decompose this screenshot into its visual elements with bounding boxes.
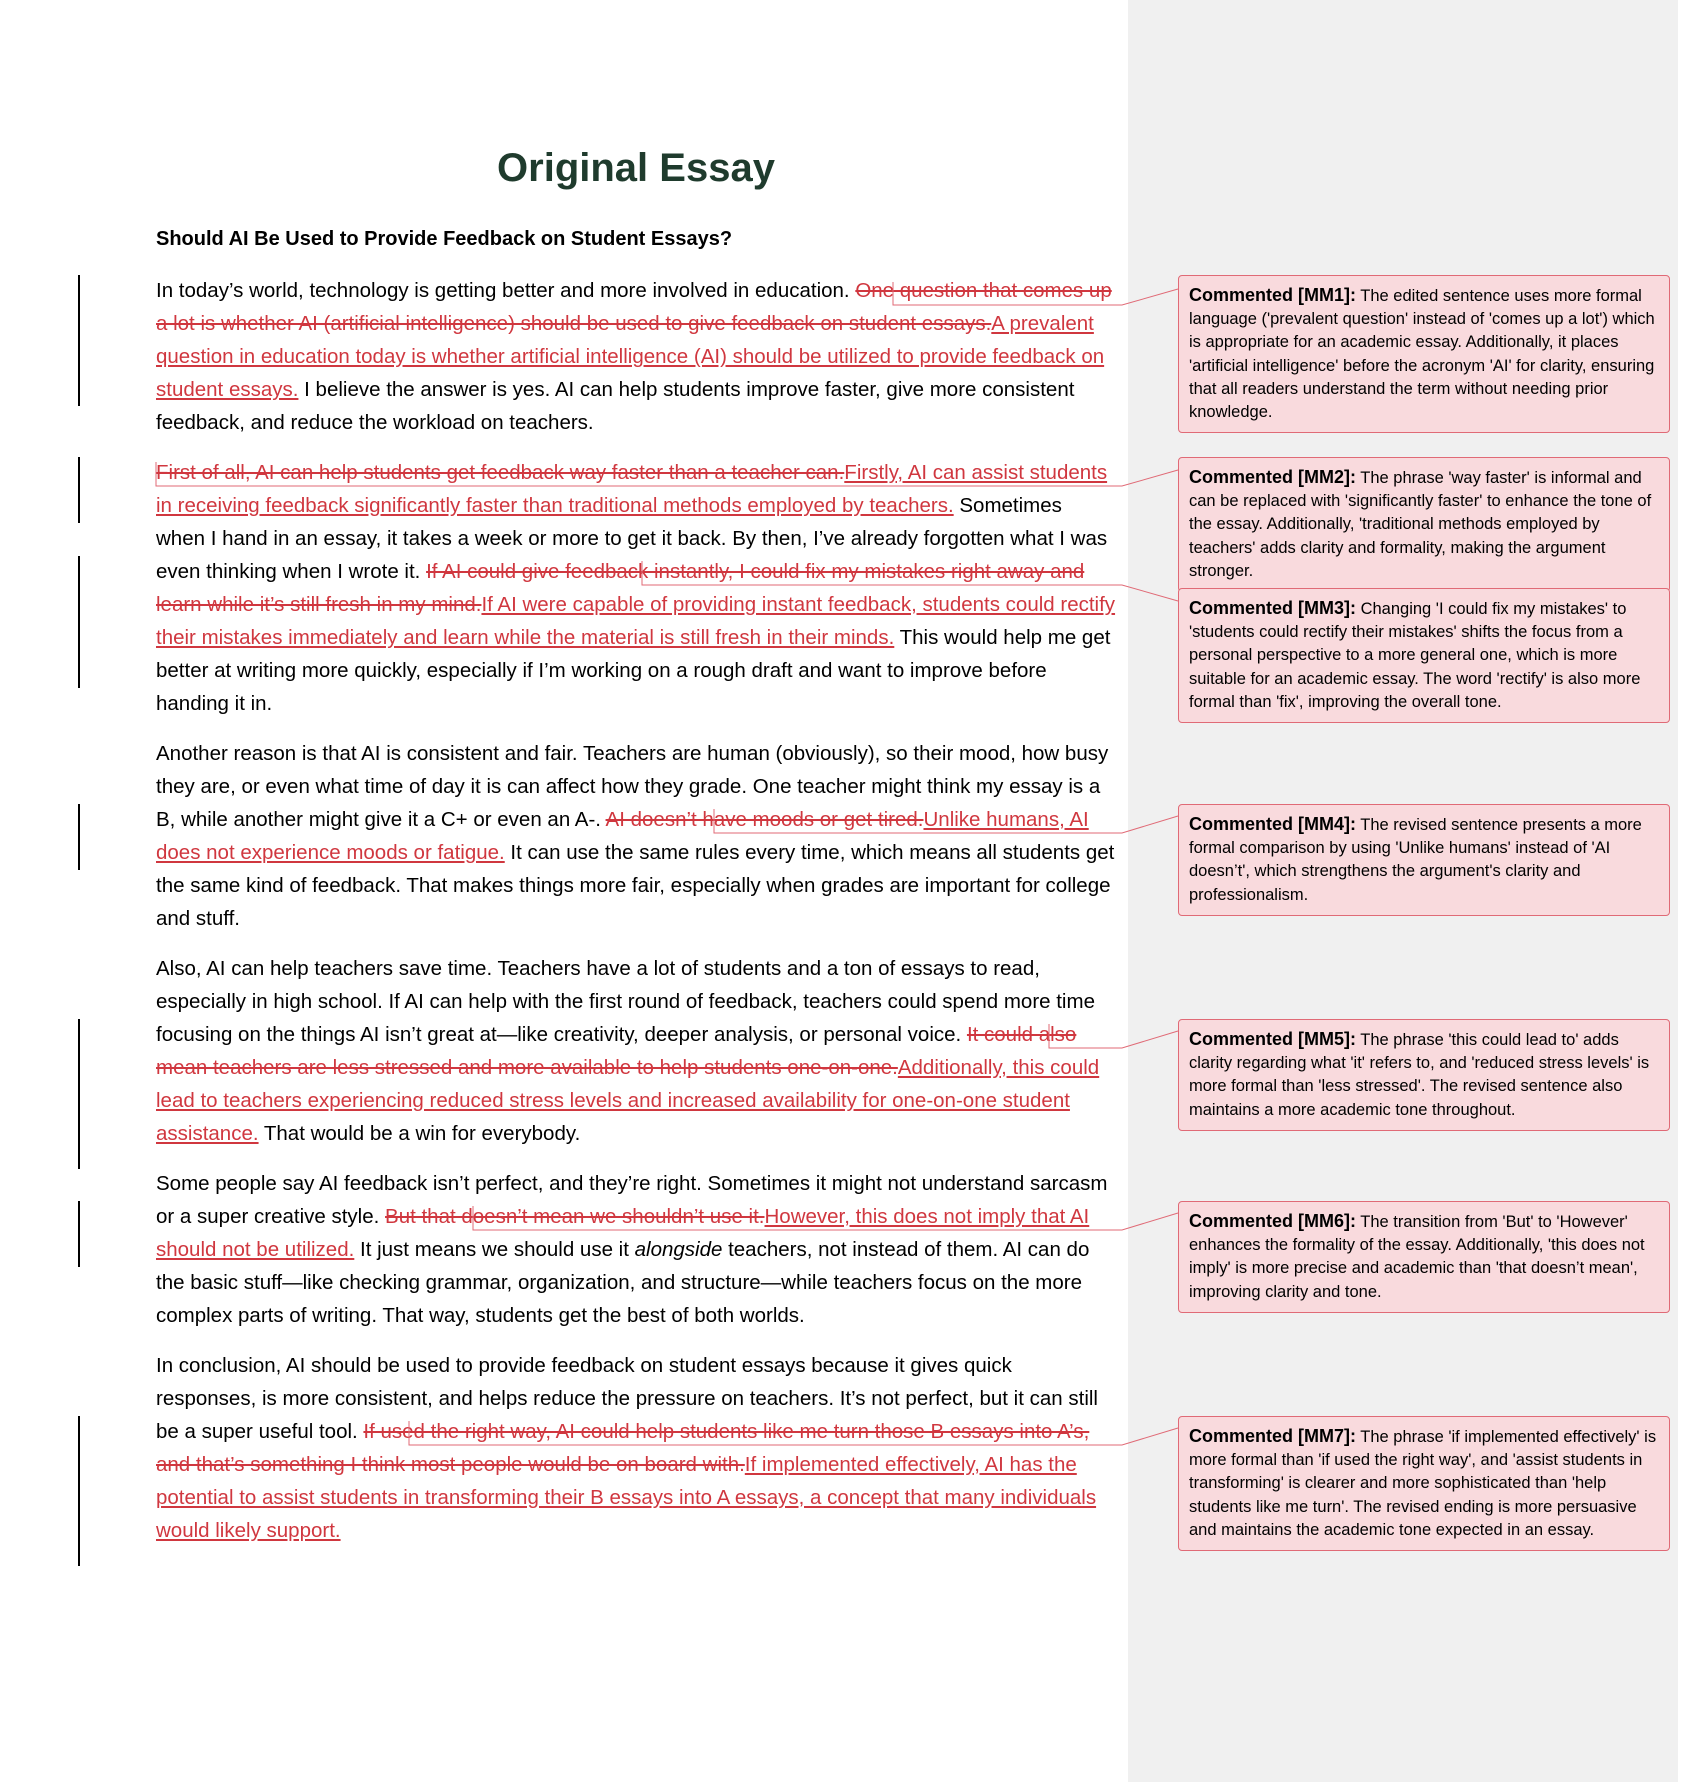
connector-line bbox=[156, 462, 1178, 486]
text: Some people say AI feedback isn’t perfect, and they’re right. Sometimes it might not understand sarcasm or a super creative style. bbox=[156, 1172, 1108, 1228]
connector-line bbox=[473, 1206, 1178, 1230]
inserted-text[interactable]: However, this does not imply that AI should not be utilized. bbox=[156, 1205, 1090, 1261]
inserted-text[interactable]: Firstly, AI can assist students in receiving feedback significantly faster than traditional methods employed by teachers. bbox=[156, 461, 1108, 517]
text: teachers, not instead of them. AI can do the basic stuff—like checking grammar, organization, and structure—while teachers focus on the more complex parts of writing. That way, students get the best of both worlds. bbox=[156, 1238, 1090, 1327]
text: Sometimes when I hand in an essay, it takes a week or more to get it back. By then, I’ve already forgotten what I was even thinking when I wrote it. bbox=[156, 494, 1108, 583]
connector-line bbox=[642, 561, 1178, 601]
emphasis-text: alongside bbox=[634, 1238, 723, 1261]
text: This would help me get better at writing more quickly, especially if I’m working on a rough draft and want to improve before handing it in. bbox=[156, 626, 1111, 715]
comment-label: Commented [MM6]: bbox=[1189, 1211, 1356, 1231]
connector-line bbox=[1049, 1024, 1178, 1048]
comment-balloon[interactable] bbox=[1178, 275, 1670, 433]
comment-balloon[interactable] bbox=[1178, 588, 1670, 723]
text: In conclusion, AI should be used to provide feedback on student essays because it gives quick responses, is more consistent, and helps reduce the pressure on teachers. It’s not perfect, but it can still be a super useful tool. bbox=[156, 1354, 1098, 1443]
connector-line bbox=[714, 809, 1178, 833]
comment-label: Commented [MM3]: bbox=[1189, 598, 1356, 618]
comment-balloon[interactable] bbox=[1178, 1201, 1670, 1313]
essay-heading: Should AI Be Used to Provide Feedback on Student Essays? bbox=[156, 228, 733, 250]
inserted-text[interactable]: If AI were capable of providing instant feedback, students could rectify their mistakes immediately and learn while the material is still fresh in their minds. bbox=[156, 593, 1116, 649]
inserted-text[interactable]: If implemented effectively, AI has the potential to assist students in transforming their B essays into A essays, a concept that many individuals would likely support. bbox=[156, 1453, 1097, 1542]
text: In today’s world, technology is getting better and more involved in education. bbox=[156, 279, 856, 302]
comment-text: Changing 'I could fix my mistakes' to 'students could rectify their mistakes' shifts the focus from a personal perspective to a more general one, which is more suitable for an academic essay. The word 'rectify' is also more formal than 'fix', improving the overall tone. bbox=[1189, 600, 1641, 711]
comment-text: The edited sentence uses more formal language ('prevalent question' instead of 'comes up a lot') which is appropriate for an academic essay. Additionally, it places 'artificial intelligence' before the acronym 'AI' for clarity, ensuring that all readers understand the term without needing prior knowledge. bbox=[1189, 287, 1655, 422]
comment-balloon[interactable] bbox=[1178, 1416, 1670, 1551]
text: It just means we should use it bbox=[354, 1238, 635, 1261]
deleted-text[interactable]: If used the right way, AI could help students like me turn those B essays into A’s, and that’s something I think most people would be on board with. bbox=[156, 1420, 1090, 1476]
comment-label: Commented [MM5]: bbox=[1189, 1029, 1356, 1049]
inserted-text[interactable]: Additionally, this could lead to teachers experiencing reduced stress levels and increased availability for one-on-one student assistance. bbox=[156, 1056, 1100, 1145]
comment-label: Commented [MM4]: bbox=[1189, 814, 1356, 834]
text: It can use the same rules every time, which means all students get the same kind of feedback. That makes things more fair, especially when grades are important for college and stuff. bbox=[156, 841, 1115, 930]
deleted-text[interactable]: First of all, AI can help students get feedback way faster than a teacher can. bbox=[156, 461, 845, 484]
connector-line bbox=[893, 282, 1178, 305]
inserted-text[interactable]: Unlike humans, AI does not experience moods or fatigue. bbox=[156, 808, 1089, 864]
text: Another reason is that AI is consistent and fair. Teachers are human (obviously), so their mood, how busy they are, or even what time of day it is can affect how they grade. One teacher might think my essay is a B, while another might give it a C+ or even an A-. bbox=[156, 742, 1109, 831]
deleted-text[interactable]: AI doesn’t have moods or get tired. bbox=[605, 808, 924, 831]
deleted-text[interactable]: If AI could give feedback instantly, I could fix my mistakes right away and learn while it’s still fresh in my mind. bbox=[156, 560, 1085, 616]
connector-line bbox=[409, 1421, 1178, 1445]
inserted-text[interactable]: A prevalent question in education today is whether artificial intelligence (AI) should be utilized to provide feedback on student essays. bbox=[156, 312, 1105, 401]
comment-text: The phrase 'if implemented effectively' is more formal than 'if used the right way', and 'assist students in transforming' is clearer and more sophisticated than 'help students like me turn'. The revised ending is more persuasive and maintains the academic tone expected in an essay. bbox=[1189, 1428, 1657, 1539]
comment-balloon[interactable] bbox=[1178, 457, 1670, 592]
text: That would be a win for everybody. bbox=[258, 1122, 581, 1145]
page-title: Original Essay bbox=[497, 146, 775, 190]
text: Also, AI can help teachers save time. Teachers have a lot of students and a ton of essays to read, especially in high school. If AI can help with the first round of feedback, teachers could spend more time focusing on the things AI isn’t great at—like creativity, deeper analysis, or personal voice. bbox=[156, 957, 1095, 1046]
comment-text: The phrase 'this could lead to' adds clarity regarding what 'it' refers to, and 'reduced stress levels' is more formal than 'less stressed'. The revised sentence also maintains a more academic tone throughout. bbox=[1189, 1031, 1650, 1119]
comment-text: The phrase 'way faster' is informal and can be replaced with 'significantly faster' to enhance the tone of the essay. Additionally, 'traditional methods employed by teachers' adds clarity and formality, making the argument stronger. bbox=[1189, 469, 1652, 580]
comment-text: The transition from 'But' to 'However' enhances the formality of the essay. Additionally, 'this does not imply' is more precise and academic than 'that doesn’t mean', improving clarity and tone. bbox=[1189, 1213, 1645, 1301]
deleted-text[interactable]: It could also mean teachers are less stressed and more available to help students one-on-one. bbox=[156, 1023, 1077, 1079]
deleted-text[interactable]: But that doesn’t mean we shouldn’t use it. bbox=[385, 1205, 765, 1228]
comment-label: Commented [MM7]: bbox=[1189, 1426, 1356, 1446]
comment-text: The revised sentence presents a more formal comparison by using 'Unlike humans' instead of 'AI doesn’t', which strengthens the argument's clarity and professionalism. bbox=[1189, 816, 1642, 904]
deleted-text[interactable]: One question that comes up a lot is whether AI (artificial intelligence) should be used to give feedback on student essays. bbox=[156, 279, 1112, 335]
text: I believe the answer is yes. AI can help students improve faster, give more consistent feedback, and reduce the workload on teachers. bbox=[156, 378, 1075, 434]
comment-label: Commented [MM2]: bbox=[1189, 467, 1356, 487]
comment-balloon[interactable] bbox=[1178, 1019, 1670, 1131]
comment-balloon[interactable] bbox=[1178, 804, 1670, 916]
comment-label: Commented [MM1]: bbox=[1189, 285, 1356, 305]
